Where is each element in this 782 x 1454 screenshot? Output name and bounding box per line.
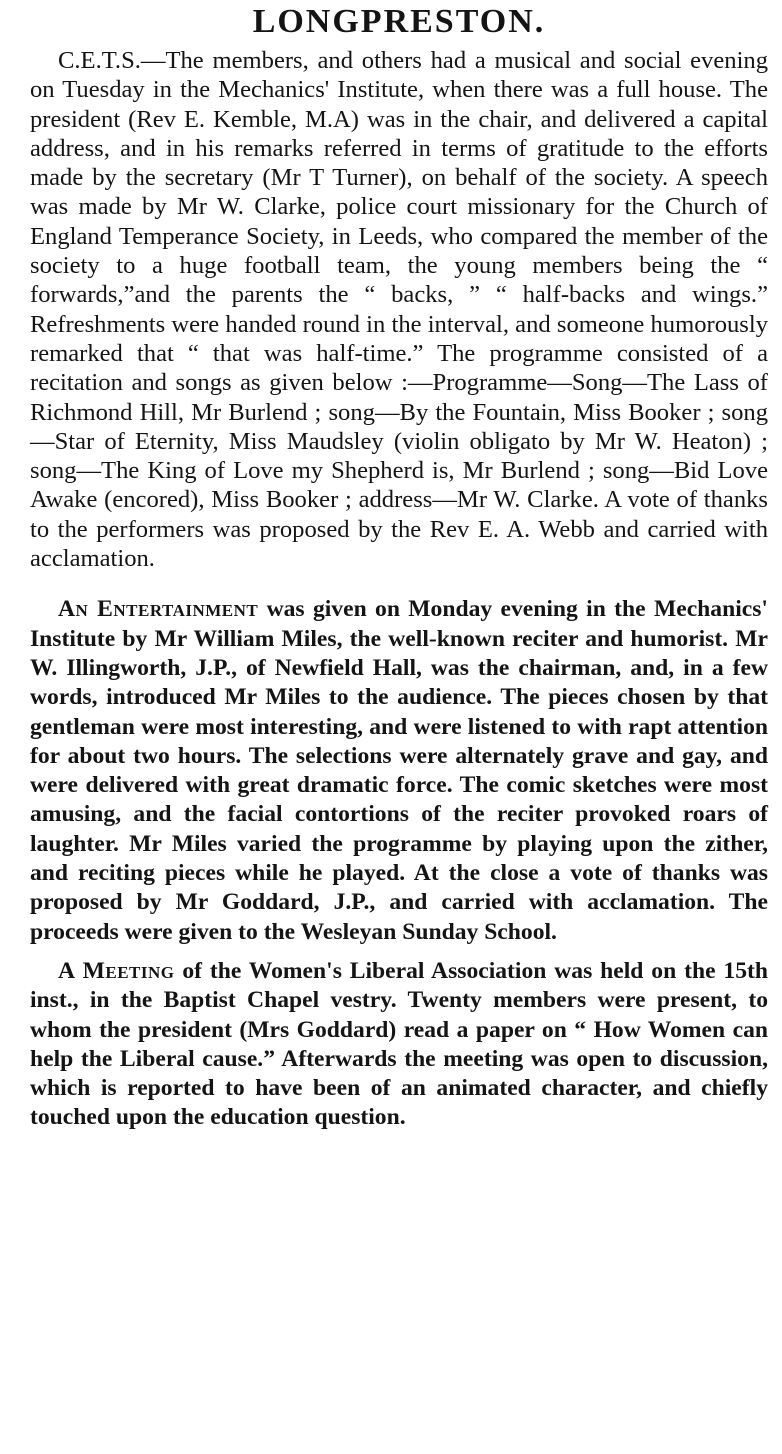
paragraph-spacer [30, 573, 768, 595]
paragraph-meeting-text: of the Women's Liberal Association was held on the 15th inst., in the Baptist Chapel vestry. Twenty members were present, to whom the president (Mrs Goddard) read a paper on “ How Women can help the Liberal cause.” Afterwards the meeting was open to discussion, which is reported to have been of an animated character, and chiefly touched upon the education question. [30, 957, 768, 1131]
paragraph-cets [30, 46, 768, 573]
paragraph-meeting [30, 957, 768, 1133]
paragraph-entertainment-text: was given on Monday evening in the Mechanics' Institute by Mr William Miles, the well-known reciter and humorist. Mr W. Illingworth, J.P., of Newfield Hall, was the chairman, and, in a few words, introduced Mr Miles to the audience. The pieces chosen by that gentleman were most interesting, and were listened to with rapt attention for about two hours. The selections were alternately grave and gay, and were delivered with great dramatic force. The comic sketches were most amusing, and the facial contortions of the reciter provoked roars of laughter. Mr Miles varied the programme by playing upon the zither, and reciting pieces while he played. At the close a vote of thanks was proposed by Mr Goddard, J.P., and carried with acclamation. The proceeds were given to the Wesleyan Sunday School. [30, 596, 768, 945]
paragraph-cets-text: C.E.T.S.—The members, and others had a musical and social evening on Tuesday in the Mechanics' Institute, when there was a full house. The president (Rev E. Kemble, M.A) was in the chair, and delivered a capital address, and in his remarks referred in terms of gratitude to the efforts made by the secretary (Mr T Turner), on behalf of the society. A speech was made by Mr W. Clarke, police court missionary for the Church of England Temperance Society, in Leeds, who compared the member of the society to a huge football team, the young members being the “ forwards,”and the parents the “ backs, ” “ half-backs and wings.” Refreshments were handed round in the interval, and someone humorously remarked that “ that was half-time.” The programme consisted of a recitation and songs as given below :—Programme—Song—The Lass of Richmond Hill, Mr Burlend ; song—By the Fountain, Miss Booker ; song—Star of Eternity, Miss Maudsley (violin obligato by Mr W. Heaton) ; song—The King of Love my Shepherd is, Mr Burlend ; song—Bid Love Awake (encored), Miss Booker ; address—Mr W. Clarke. A vote of thanks to the performers was proposed by the Rev E. A. Webb and carried with acclamation. [30, 47, 768, 573]
headline: LONGPRESTON. [252, 3, 546, 40]
paragraph-entertainment-lead: An Entertainment [58, 596, 259, 623]
paragraph-entertainment [30, 595, 768, 947]
paragraph-spacer [30, 947, 768, 957]
paragraph-meeting-lead: A Meeting [58, 957, 175, 984]
